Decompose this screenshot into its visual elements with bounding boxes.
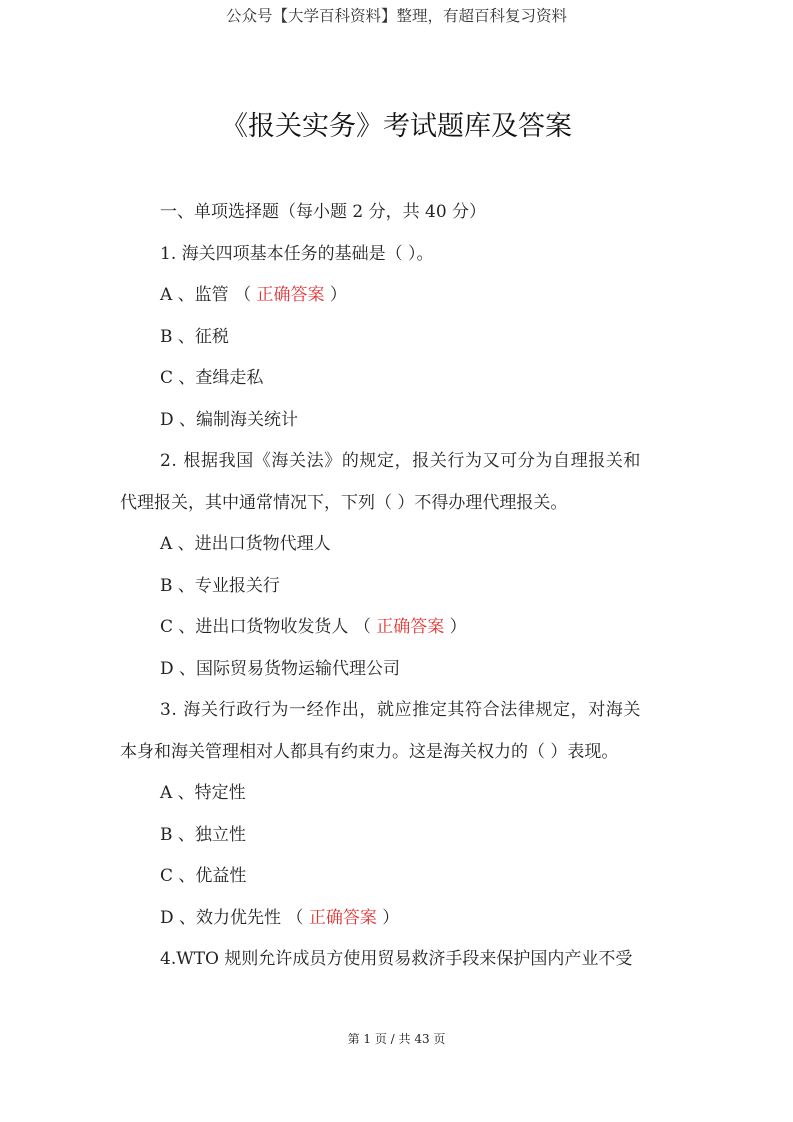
correct-answer-mark: 正确答案 <box>308 907 377 928</box>
text-line <box>0 275 793 317</box>
line-suffix: ） <box>324 285 347 305</box>
line-text: 本身和海关管理相对人都具有约束力。这是海关权力的（ ）表现。 <box>120 741 619 762</box>
line-text: A 、进出口货物代理人 <box>160 534 331 554</box>
line-text: D 、国际贸易货物运输代理公司 <box>160 658 401 679</box>
line-text: B 、专业报关行 <box>160 575 280 596</box>
line-text: 2. 根据我国《海关法》的规定，报关行为又可分为自理报关和 <box>160 451 642 471</box>
line-text: A 、监管 （ <box>160 285 257 305</box>
text-line <box>0 441 793 483</box>
text-line <box>0 732 793 774</box>
line-text: D 、效力优先性 （ <box>160 907 309 928</box>
text-line <box>0 192 793 234</box>
line-text: D 、编制海关统计 <box>160 409 299 430</box>
line-text: B 、征税 <box>160 326 229 347</box>
line-text: 3. 海关行政行为一经作出，就应推定其符合法律规定，对海关 <box>160 700 642 720</box>
text-line <box>0 898 793 940</box>
text-line <box>0 649 793 691</box>
text-line <box>0 317 793 359</box>
text-line <box>0 939 793 981</box>
page-header: 公众号【大学百科资料】整理，有超百科复习资料 <box>225 7 567 25</box>
correct-answer-mark: 正确答案 <box>376 617 445 637</box>
text-line <box>0 607 793 649</box>
text-line <box>0 815 793 857</box>
line-text: C 、优益性 <box>160 866 247 886</box>
line-suffix: ） <box>376 907 400 928</box>
line-text: 1. 海关四项基本任务的基础是（ ）。 <box>160 243 434 264</box>
line-text: 代理报关，其中通常情况下，下列（ ）不得办理代理报关。 <box>120 492 568 513</box>
text-line <box>0 358 793 400</box>
line-text: C 、查缉走私 <box>160 368 264 388</box>
text-line <box>0 400 793 442</box>
text-line <box>0 856 793 898</box>
document-title: 《报关实务》考试题库及答案 <box>221 111 572 142</box>
line-text: C 、进出口货物收发货人 （ <box>160 617 377 637</box>
line-text: 4.WTO 规则允许成员方使用贸易救济手段来保护国内产业不受 <box>160 949 633 969</box>
page-footer: 第 1 页 / 共 43 页 <box>347 1032 446 1046</box>
line-suffix: ） <box>444 617 467 637</box>
text-line <box>0 483 793 525</box>
document-body <box>0 192 793 981</box>
text-line <box>0 524 793 566</box>
line-text: A 、特定性 <box>160 783 246 803</box>
line-text: 一、单项选择题（每小题 2 分，共 40 分） <box>160 202 487 222</box>
text-line <box>0 690 793 732</box>
text-line <box>0 234 793 276</box>
correct-answer-mark: 正确答案 <box>256 285 325 305</box>
text-line <box>0 566 793 608</box>
text-line <box>0 773 793 815</box>
line-text: B 、独立性 <box>160 824 246 845</box>
